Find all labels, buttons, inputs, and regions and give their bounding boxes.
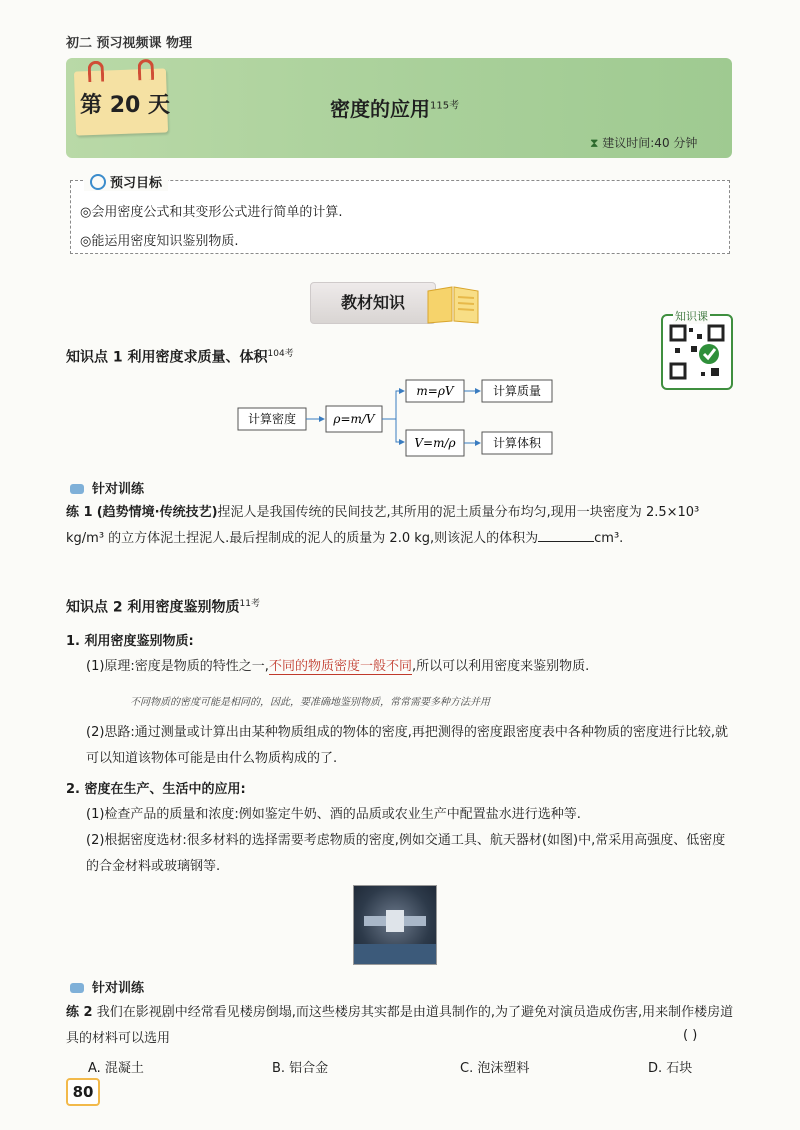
knowledge-point-2: 知识点 2 利用密度鉴别物质$^{11考}$ — [66, 599, 260, 616]
training-heading: 针对训练 — [70, 977, 144, 996]
exercise-1: 练 1 (趋势情境·传统技艺)捏泥人是我国传统的民间技艺,其所用的泥土质量分布均匀,现用一块密度为 2.5×10³ kg/m³ 的立方体泥土捏泥人.最后捏制成的泥人的质量为 2.0 kg,则该泥人的体积为 cm³. — [66, 505, 700, 546]
formula-diagram — [236, 376, 566, 472]
target-icon — [90, 174, 106, 190]
spacecraft-photo — [353, 885, 437, 965]
section-heading: 教材知识 — [310, 282, 436, 324]
training-heading: 针对训练 — [70, 478, 144, 497]
diagram-start: 计算密度 — [247, 412, 297, 426]
option-b[interactable]: B. 铝合金 — [272, 1061, 329, 1076]
content-quality: (1)检查产品的质量和浓度:例如鉴定牛奶、酒的品质或农业生产中配置盐水进行选种等. — [86, 807, 581, 822]
goal-item: ◎会用密度公式和其变形公式进行简单的计算. — [80, 205, 343, 220]
diagram-branch-2: V=m/ρ — [414, 436, 456, 450]
diagram-out-1: 计算质量 — [492, 384, 542, 398]
content-heading-1: 1. 利用密度鉴别物质: — [66, 634, 194, 649]
diagram-formula: ρ=m/V — [333, 412, 375, 426]
option-a[interactable]: A. 混凝土 — [88, 1061, 144, 1076]
book-icon — [424, 283, 482, 325]
clip-icon — [138, 59, 155, 81]
option-c[interactable]: C. 泡沫塑料 — [460, 1061, 530, 1076]
knowledge-point-1: 知识点 1 利用密度求质量、体积$^{104考}$ — [66, 349, 294, 366]
hand-icon — [70, 484, 84, 494]
answer-blank[interactable] — [538, 529, 594, 542]
suggested-time: ⧗ 建议时间:40 分钟 — [590, 136, 698, 150]
content-principle: (1)原理:密度是物质的特性之一,不同的物质密度一般不同,所以可以利用密度来鉴别物质. — [86, 659, 590, 674]
answer-paren[interactable]: ( ) — [683, 1028, 698, 1043]
qr-icon — [663, 316, 731, 388]
qr-label: 知识课 — [675, 310, 708, 323]
option-d[interactable]: D. 石块 — [648, 1061, 693, 1076]
day-number: 第 20 天 — [80, 93, 170, 118]
goal-item: ◎能运用密度知识鉴别物质. — [80, 234, 239, 249]
diagram-branch-1: m=ρV — [416, 384, 454, 398]
content-approach: (2)思路:通过测量或计算出由某种物质组成的物体的密度,再把测得的密度跟密度表中各种物质的密度进行比较,就可以知道该物体可能是由什么物质构成的了. — [86, 725, 729, 766]
course-header: 初二 预习视频课 物理 — [66, 36, 193, 51]
content-material: (2)根据密度选材:很多材料的选择需要考虑物质的密度,例如交通工具、航天器材(如图)中,常采用高强度、低密度的合金材料或玻璃钢等. — [86, 833, 726, 874]
exercise-2: 练 2 我们在影视剧中经常看见楼房倒塌,而这些楼房其实都是由道具制作的,为了避免对演员造成伤害,用来制作楼房道具的材料可以选用 — [66, 1005, 734, 1046]
diagram-out-2: 计算体积 — [492, 436, 542, 450]
highlight-text: 不同的物质密度一般不同 — [268, 659, 412, 674]
page-title: 密度的应用$^{115考}$ — [330, 97, 460, 121]
goal-title: 预习目标 — [84, 172, 168, 191]
hand-icon — [70, 983, 84, 993]
page-number: 80 — [66, 1078, 100, 1106]
clip-icon — [88, 61, 105, 83]
handwritten-note: 不同物质的密度可能是相同的，因此，要准确地鉴别物质，常常需要多种方法并用 — [130, 697, 490, 708]
content-heading-2: 2. 密度在生产、生活中的应用: — [66, 782, 246, 797]
qr-code[interactable] — [661, 314, 733, 390]
hourglass-icon: ⧗ — [590, 136, 599, 150]
